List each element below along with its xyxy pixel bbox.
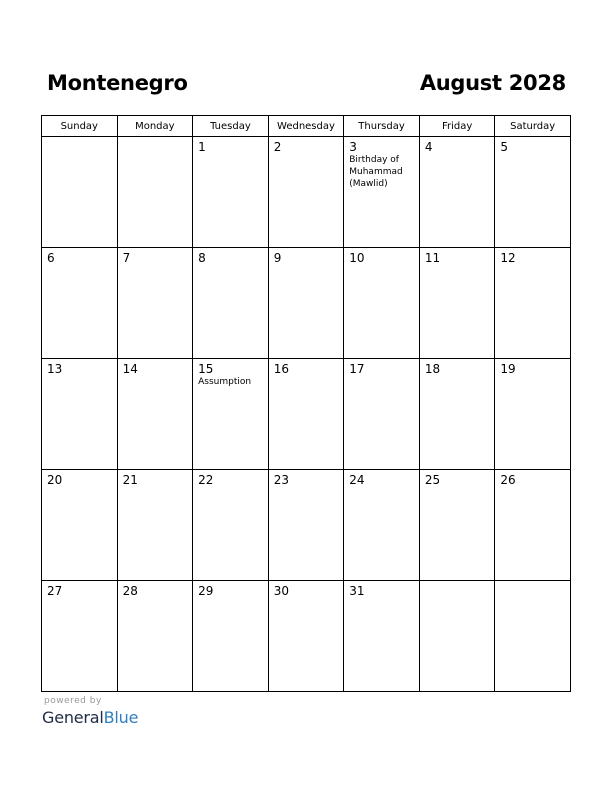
empty-day-cell (495, 581, 571, 692)
day-cell (268, 137, 344, 248)
day-cell (117, 470, 193, 581)
week-row (42, 137, 571, 248)
empty-day-cell (419, 581, 495, 692)
day-cell (419, 248, 495, 359)
day-number: 25 (424, 473, 441, 487)
day-number: 22 (198, 473, 214, 487)
day-number: 18 (424, 362, 441, 376)
day-number: 30 (273, 584, 289, 598)
day-number: 23 (273, 473, 289, 487)
day-cell (495, 248, 571, 359)
day-cell (344, 137, 420, 248)
day-cell (117, 359, 193, 470)
weekday-header: Thursday (344, 116, 420, 137)
weekday-header: Wednesday (268, 116, 344, 137)
brand-blue: Blue (103, 708, 139, 727)
day-cell (193, 470, 269, 581)
day-number: 27 (47, 584, 63, 598)
calendar-grid (41, 115, 571, 692)
day-cell (193, 137, 269, 248)
day-number: 3 (349, 140, 357, 154)
day-cell (419, 137, 495, 248)
day-cell (268, 470, 344, 581)
day-cell (42, 248, 118, 359)
day-number: 21 (122, 473, 138, 487)
weekday-header: Tuesday (193, 116, 269, 137)
day-number: 24 (349, 473, 365, 487)
day-cell (495, 470, 571, 581)
day-number: 16 (273, 362, 289, 376)
day-cell (344, 581, 420, 692)
day-number: 15 (198, 362, 214, 376)
day-cell (117, 248, 193, 359)
day-cell (495, 359, 571, 470)
day-cell (268, 581, 344, 692)
country-title: Montenegro (47, 71, 188, 95)
day-number: 12 (500, 251, 516, 265)
day-number: 10 (349, 251, 365, 265)
weekday-header: Sunday (42, 116, 118, 137)
day-number: 5 (500, 140, 509, 154)
brand-general: General (42, 708, 104, 727)
day-number: 1 (198, 140, 206, 154)
powered-by-label: powered by (44, 696, 102, 706)
weekday-header: Friday (419, 116, 495, 137)
day-cell (495, 137, 571, 248)
day-number: 29 (198, 584, 214, 598)
day-number: 19 (500, 362, 516, 376)
day-cell (419, 359, 495, 470)
day-cell (268, 359, 344, 470)
day-number: 31 (349, 584, 365, 598)
month-title: August 2028 (419, 71, 566, 95)
day-cell (42, 359, 118, 470)
week-row (42, 470, 571, 581)
day-number: 20 (47, 473, 63, 487)
day-number: 9 (273, 251, 282, 265)
day-cell (42, 470, 118, 581)
weekday-header: Monday (117, 116, 193, 137)
day-cell (117, 581, 193, 692)
empty-day-cell (42, 137, 118, 248)
day-cell (344, 359, 420, 470)
day-cell (193, 248, 269, 359)
day-number: 17 (349, 362, 365, 376)
holiday-label: Birthday of Muhammad (Mawlid) (349, 155, 403, 189)
day-cell (344, 470, 420, 581)
week-row (42, 248, 571, 359)
day-cell (193, 359, 269, 470)
week-row (42, 581, 571, 692)
day-cell (268, 248, 344, 359)
day-number: 6 (47, 251, 55, 265)
day-cell (344, 248, 420, 359)
day-cell (419, 470, 495, 581)
empty-day-cell (117, 137, 193, 248)
weekday-header: Saturday (495, 116, 571, 137)
day-cell (42, 581, 118, 692)
week-row (42, 359, 571, 470)
day-number: 7 (122, 251, 131, 265)
brand-logo[interactable] (42, 708, 138, 727)
day-number: 26 (500, 473, 516, 487)
day-number: 13 (47, 362, 63, 376)
weekday-header-row (42, 116, 571, 137)
day-number: 28 (122, 584, 138, 598)
day-cell (193, 581, 269, 692)
day-number: 14 (122, 362, 138, 376)
day-number: 11 (424, 251, 441, 265)
day-number: 2 (273, 140, 282, 154)
day-number: 4 (424, 140, 433, 154)
day-number: 8 (198, 251, 206, 265)
holiday-label: Assumption (198, 377, 252, 387)
